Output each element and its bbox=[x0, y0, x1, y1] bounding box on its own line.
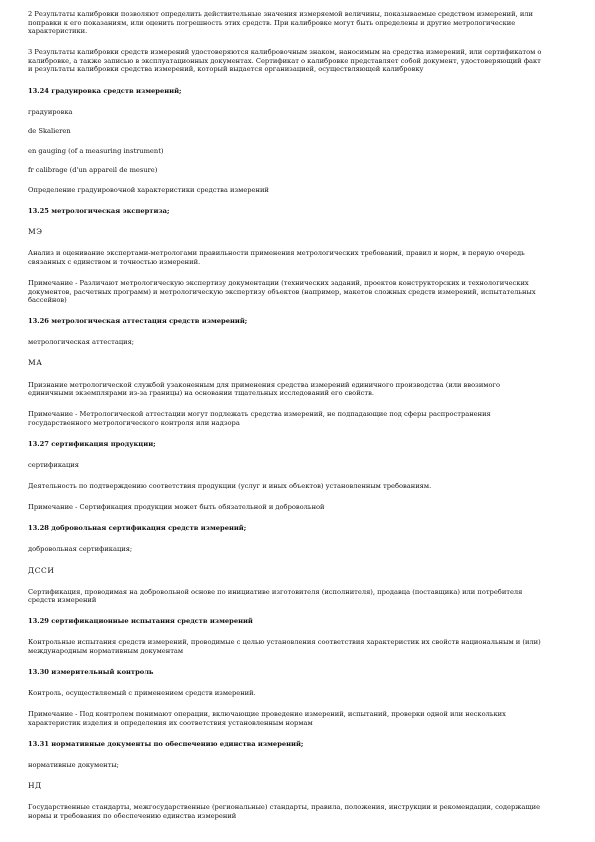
term-13-25: 13.25 метрологическая экспертиза; bbox=[28, 207, 170, 216]
term-13-30: 13.30 измерительный контроль bbox=[28, 668, 154, 677]
term-13-25-note: Примечание - Различают метрологическую экспертизу документации (технических заданий, проектов конструкторских и технологических документов, расчетных программ) и метрологическую экспертизу объектов (например, макетов сложных средств измерений, испытательных бассейнов) bbox=[28, 279, 536, 305]
term-13-25-abbr: МЭ bbox=[28, 227, 43, 237]
term-13-29-definition: Контрольные испытания средств измерений, проводимые с целью установления соответствия характеристик их свойств национальным и (или) международным нормативным документам bbox=[28, 638, 541, 655]
calibration-note-2: 2 Результаты калибровки позволяют определить действительные значения измеряемой величины, показываемые средством измерений, или поправки к его показаниям, или оценить погрешность этих средств. При калибровке могут быть определены и другие метрологические характеристики. bbox=[28, 10, 533, 36]
term-13-31-definition: Государственные стандарты, межгосударственные (региональные) стандарты, правила, положения, инструкции и рекомендации, содержащие нормы и требования по обеспечению единства измерений bbox=[28, 803, 541, 820]
term-13-26-short: метрологическая аттестация; bbox=[28, 338, 135, 347]
term-13-30-note: Примечание - Под контролем понимают операции, включающие проведение измерений, испытаний, проверки одной или нескольких характеристик изделия и определения их соответствия установленным нормам bbox=[28, 710, 506, 727]
term-13-27-short: сертификация bbox=[28, 461, 79, 470]
term-13-24-fr: fr calibrage (d'un appareil de mesure) bbox=[28, 166, 158, 175]
term-13-28-short: добровольная сертификация; bbox=[28, 545, 133, 554]
term-13-26-definition: Признание метрологической службой узаконенным для применения средства измерений единичного производства (или ввозимого единичными экземплярами из-за границы) на основании тщательных исследований его свойств. bbox=[28, 380, 501, 398]
term-13-28-definition: Сертификация, проводимая на добровольной основе по инициативе изготовителя (исполнителя), продавца (поставщика) или потребителя средств измерений bbox=[28, 587, 523, 605]
term-13-24: 13.24 градуировка средств измерений; bbox=[28, 86, 182, 95]
term-13-26: 13.26 метрологическая аттестация средств измерений; bbox=[28, 317, 248, 326]
calibration-note-3: 3 Результаты калибровки средств измерений удостоверяются калибровочным знаком, наносимым на средства измерений, или сертификатом о калибровке, а также записью в эксплуатационных документах. Сертификат о калибровке представляет собой документ, удостоверяющий факт и результаты калибровки средства измерений, который выдается организацией, осуществляющей калибровку bbox=[28, 48, 542, 74]
term-13-24-en: en gauging (of a measuring instrument) bbox=[28, 146, 164, 155]
term-13-26-abbr: МА bbox=[28, 358, 43, 368]
term-13-28: 13.28 добровольная сертификация средств измерений; bbox=[28, 524, 247, 533]
term-13-31-abbr: НД bbox=[28, 781, 42, 791]
term-13-24-definition: Определение градуировочной характеристики средства измерений bbox=[28, 186, 269, 195]
term-13-27-definition: Деятельность по подтверждению соответствия продукции (услуг и иных объектов) установленным требованиям. bbox=[28, 482, 432, 491]
term-13-27-note: Примечание - Сертификация продукции может быть обязательной и добровольной bbox=[28, 503, 325, 512]
term-13-31-short: нормативные документы; bbox=[28, 761, 119, 770]
term-13-29: 13.29 сертификационные испытания средств измерений bbox=[28, 617, 253, 626]
term-13-28-abbr: ДССИ bbox=[28, 565, 55, 575]
term-13-24-short: градуировка bbox=[28, 107, 73, 116]
term-13-25-definition: Анализ и оценивание экспертами-метрологами правильности применения метрологических требований, правил и норм, в первую очередь связанных с единством и точностью измерений. bbox=[28, 249, 525, 266]
term-13-24-de: de Skalieren bbox=[28, 127, 71, 136]
term-13-26-note: Примечание - Метрологической аттестации могут подлежать средства измерений, не подпадающие под сферы распространения государственного метрологического контроля или надзора bbox=[28, 410, 491, 427]
term-13-27: 13.27 сертификация продукции; bbox=[28, 439, 156, 448]
term-13-30-definition: Контроль, осуществляемый с применением средств измерений. bbox=[28, 689, 256, 698]
term-13-31: 13.31 нормативные документы по обеспечению единства измерений; bbox=[28, 739, 304, 748]
